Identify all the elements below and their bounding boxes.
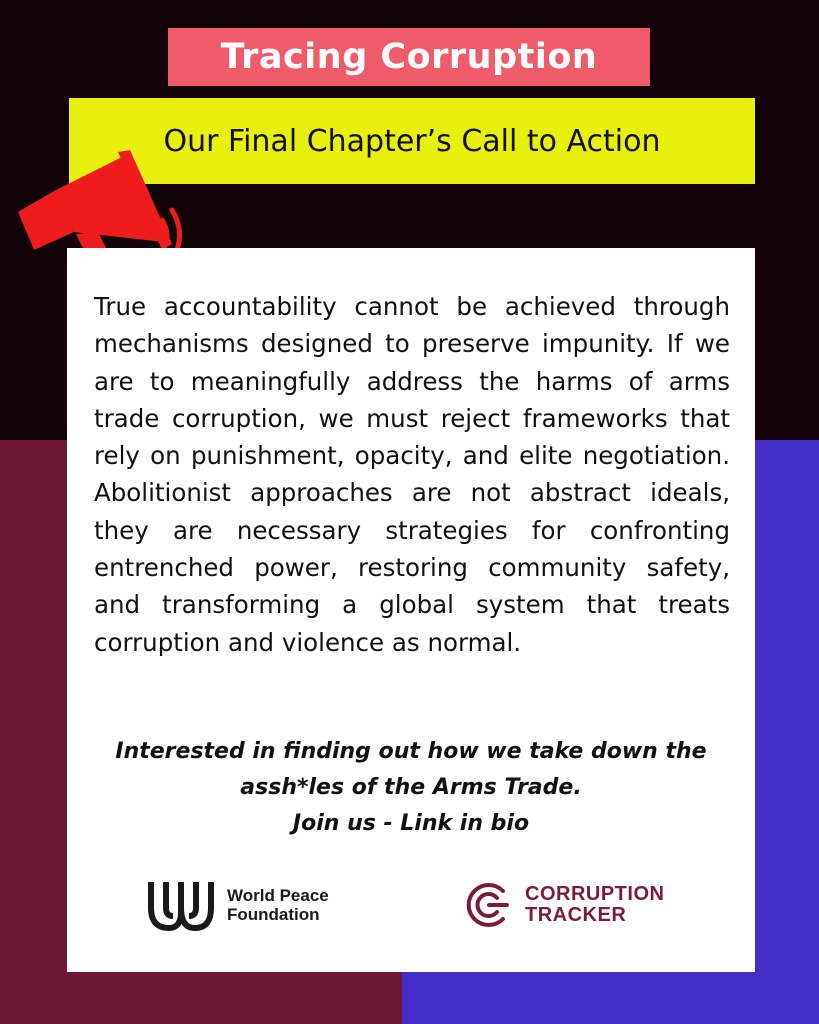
- cta-line-3: Join us - Link in bio: [292, 811, 530, 836]
- ct-mark-icon: [465, 881, 513, 929]
- content-card: [67, 248, 755, 972]
- wpf-mark-icon: [147, 878, 215, 932]
- wpf-line-2: Foundation: [227, 905, 320, 924]
- world-peace-foundation-logo: [147, 878, 329, 932]
- ct-line-1: CORRUPTION: [525, 883, 665, 905]
- call-to-action: [67, 734, 755, 842]
- page-subtitle: Our Final Chapter’s Call to Action: [163, 123, 661, 159]
- body-paragraph: True accountability cannot be achieved through mechanisms designed to preserve impunity. If we are to meaningfully address the harms of arms trade corruption, we must reject frameworks that rely on punishment, opacity, and elite negotiation. Abolitionist approaches are not abstract ideals, they are necessary strategies for confronting entrenched power, restoring community safety, and transforming a global system that treats corruption and violence as normal.: [94, 292, 730, 657]
- cta-line-2: assh*les of the Arms Trade.: [240, 775, 582, 800]
- cta-line-1: Interested in finding out how we take down the: [115, 739, 707, 764]
- wpf-line-1: World Peace: [227, 886, 329, 905]
- corruption-tracker-logo: [465, 878, 664, 932]
- page-title: Tracing Corruption: [220, 37, 598, 77]
- title-banner: [168, 28, 650, 86]
- ct-line-2: TRACKER: [525, 904, 627, 926]
